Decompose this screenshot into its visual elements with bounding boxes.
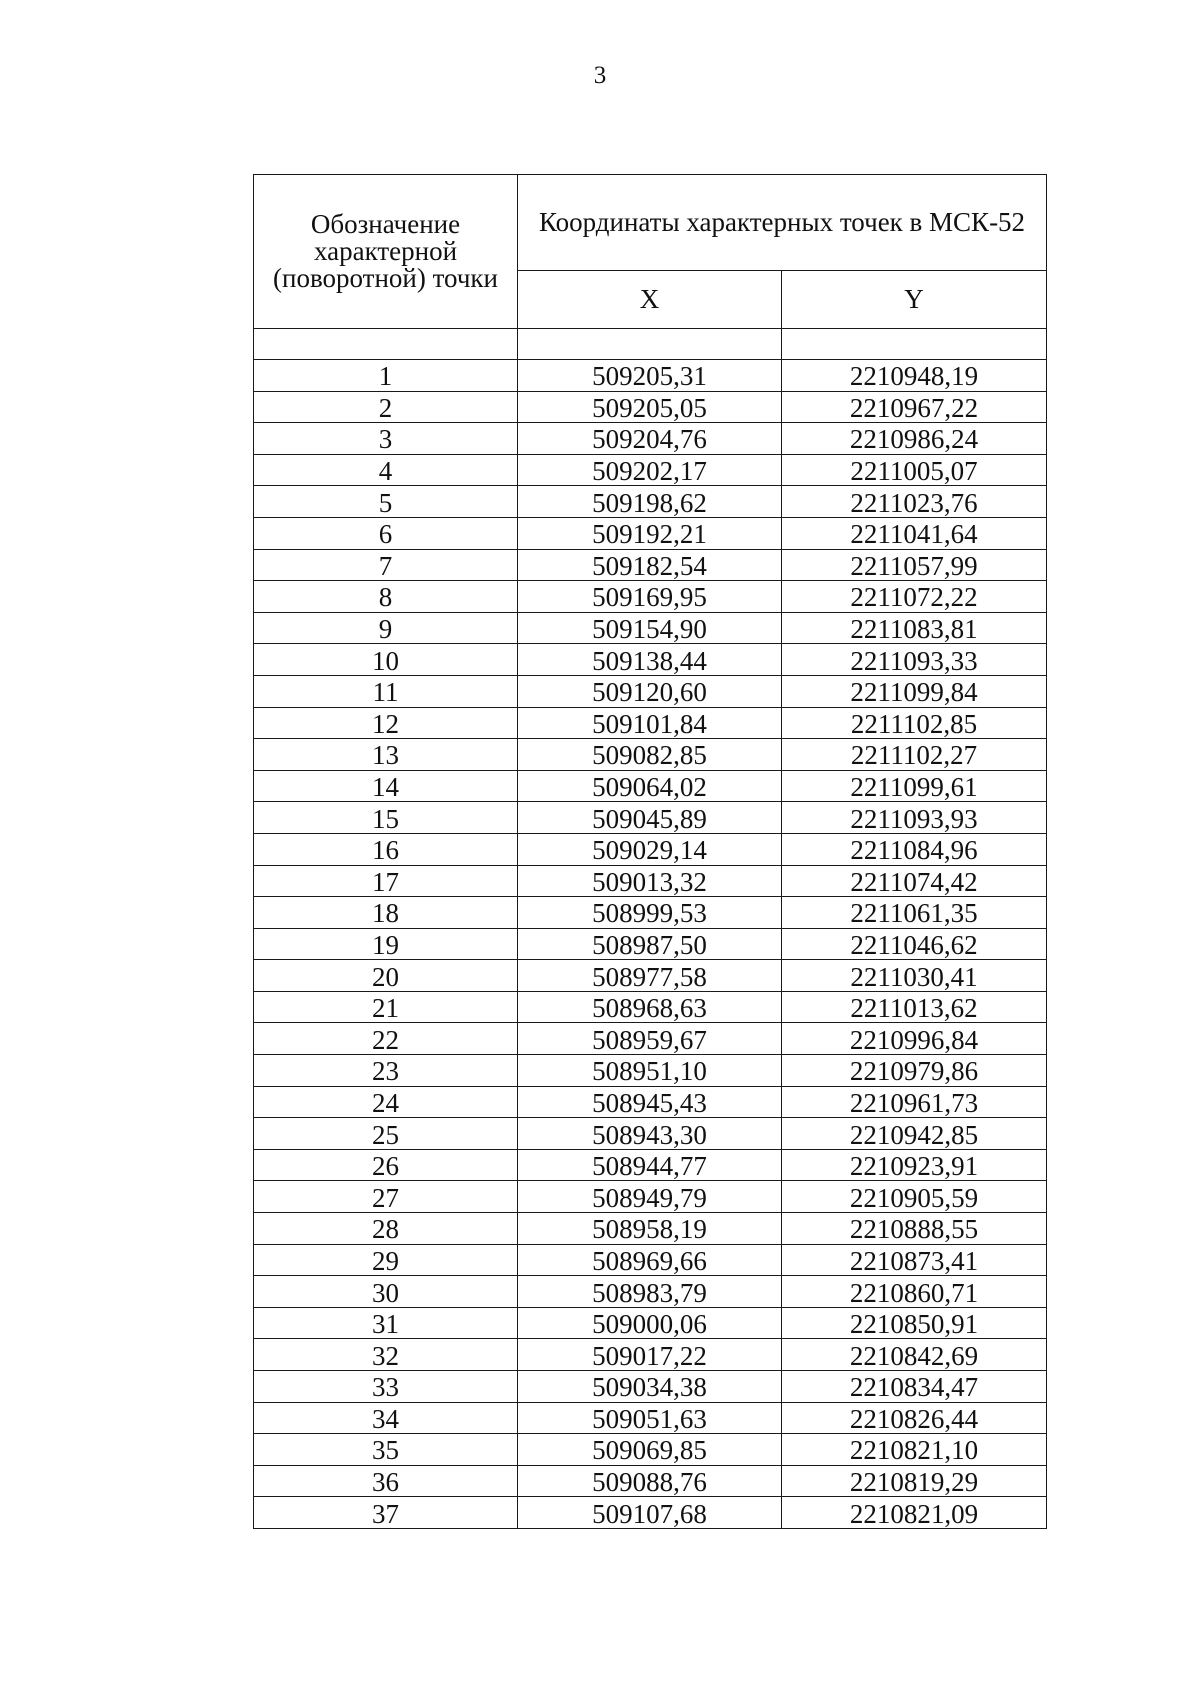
point-number-cell: 21: [254, 991, 518, 1023]
point-number-cell: 9: [254, 612, 518, 644]
y-coordinate-cell: 2211093,33: [782, 644, 1047, 676]
x-coordinate-cell: 509192,21: [518, 517, 782, 549]
point-number-cell: 35: [254, 1434, 518, 1466]
x-coordinate-cell: 509154,90: [518, 612, 782, 644]
point-number-cell: 8: [254, 581, 518, 613]
spacer-cell: [518, 329, 782, 360]
coordinates-table: [253, 174, 1047, 1529]
point-number-cell: 11: [254, 675, 518, 707]
table-row: [254, 1402, 1047, 1434]
point-number-cell: 16: [254, 833, 518, 865]
table-row: [254, 865, 1047, 897]
x-coordinate-cell: 508999,53: [518, 897, 782, 929]
y-column-header: Y: [782, 271, 1047, 329]
x-coordinate-cell: 509202,17: [518, 454, 782, 486]
x-coordinate-cell: 509107,68: [518, 1497, 782, 1529]
point-number-cell: 20: [254, 960, 518, 992]
x-coordinate-cell: 508958,19: [518, 1213, 782, 1245]
point-number-cell: 19: [254, 928, 518, 960]
x-coordinate-cell: 509120,60: [518, 675, 782, 707]
y-coordinate-cell: 2211074,42: [782, 865, 1047, 897]
point-number-cell: 18: [254, 897, 518, 929]
y-coordinate-cell: 2211061,35: [782, 897, 1047, 929]
table-row: [254, 897, 1047, 929]
table-row: [254, 675, 1047, 707]
y-coordinate-cell: 2210888,55: [782, 1213, 1047, 1245]
point-number-cell: 1: [254, 360, 518, 392]
table-row: [254, 1434, 1047, 1466]
x-coordinate-cell: 509000,06: [518, 1307, 782, 1339]
table-row: [254, 549, 1047, 581]
y-coordinate-cell: 2210967,22: [782, 391, 1047, 423]
y-coordinate-cell: 2211099,61: [782, 770, 1047, 802]
y-coordinate-cell: 2211102,27: [782, 739, 1047, 771]
point-designation-header: Обозначение характерной (поворотной) точки: [254, 175, 518, 329]
spacer-cell: [254, 329, 518, 360]
point-number-cell: 27: [254, 1181, 518, 1213]
x-coordinate-cell: 509088,76: [518, 1465, 782, 1497]
table-row: [254, 1023, 1047, 1055]
x-coordinate-cell: 508949,79: [518, 1181, 782, 1213]
table-row: [254, 707, 1047, 739]
y-coordinate-cell: 2210996,84: [782, 1023, 1047, 1055]
page-number: 3: [593, 62, 607, 89]
point-number-cell: 29: [254, 1244, 518, 1276]
point-number-cell: 14: [254, 770, 518, 802]
x-coordinate-cell: 508959,67: [518, 1023, 782, 1055]
x-coordinate-cell: 508951,10: [518, 1055, 782, 1087]
point-number-cell: 34: [254, 1402, 518, 1434]
point-number-cell: 23: [254, 1055, 518, 1087]
point-number-cell: 31: [254, 1307, 518, 1339]
table-row: [254, 928, 1047, 960]
table-row: [254, 423, 1047, 455]
y-coordinate-cell: 2210979,86: [782, 1055, 1047, 1087]
x-coordinate-cell: 509169,95: [518, 581, 782, 613]
x-coordinate-cell: 509204,76: [518, 423, 782, 455]
x-coordinate-cell: 509013,32: [518, 865, 782, 897]
y-coordinate-cell: 2211030,41: [782, 960, 1047, 992]
x-coordinate-cell: 508944,77: [518, 1149, 782, 1181]
table-row: [254, 1276, 1047, 1308]
point-number-cell: 5: [254, 486, 518, 518]
table-row: [254, 1055, 1047, 1087]
table-row: [254, 1149, 1047, 1181]
x-coordinate-cell: 509034,38: [518, 1371, 782, 1403]
spacer-cell: [782, 329, 1047, 360]
y-coordinate-cell: 2210942,85: [782, 1118, 1047, 1150]
y-coordinate-cell: 2210850,91: [782, 1307, 1047, 1339]
x-coordinate-cell: 508977,58: [518, 960, 782, 992]
table-row: [254, 1213, 1047, 1245]
point-number-cell: 12: [254, 707, 518, 739]
point-number-cell: 2: [254, 391, 518, 423]
y-coordinate-cell: 2210821,09: [782, 1497, 1047, 1529]
y-coordinate-cell: 2211057,99: [782, 549, 1047, 581]
table-row: [254, 1118, 1047, 1150]
y-coordinate-cell: 2210873,41: [782, 1244, 1047, 1276]
table-row: [254, 391, 1047, 423]
x-coordinate-cell: 509082,85: [518, 739, 782, 771]
x-coordinate-cell: 509138,44: [518, 644, 782, 676]
point-number-cell: 17: [254, 865, 518, 897]
table-row: [254, 360, 1047, 392]
y-coordinate-cell: 2210923,91: [782, 1149, 1047, 1181]
x-coordinate-cell: 508945,43: [518, 1086, 782, 1118]
point-number-cell: 10: [254, 644, 518, 676]
x-coordinate-cell: 509198,62: [518, 486, 782, 518]
y-coordinate-cell: 2211099,84: [782, 675, 1047, 707]
x-coordinate-cell: 509045,89: [518, 802, 782, 834]
y-coordinate-cell: 2210821,10: [782, 1434, 1047, 1466]
table-row: [254, 991, 1047, 1023]
x-coordinate-cell: 509205,05: [518, 391, 782, 423]
x-coordinate-cell: 509101,84: [518, 707, 782, 739]
point-number-cell: 30: [254, 1276, 518, 1308]
table-row: [254, 1086, 1047, 1118]
y-coordinate-cell: 2210961,73: [782, 1086, 1047, 1118]
x-coordinate-cell: 508969,66: [518, 1244, 782, 1276]
y-coordinate-cell: 2210905,59: [782, 1181, 1047, 1213]
y-coordinate-cell: 2210819,29: [782, 1465, 1047, 1497]
table-row: [254, 1307, 1047, 1339]
y-coordinate-cell: 2210986,24: [782, 423, 1047, 455]
point-number-cell: 22: [254, 1023, 518, 1055]
point-number-cell: 26: [254, 1149, 518, 1181]
table-row: [254, 1465, 1047, 1497]
point-number-cell: 6: [254, 517, 518, 549]
point-number-cell: 13: [254, 739, 518, 771]
x-coordinate-cell: 508943,30: [518, 1118, 782, 1150]
y-coordinate-cell: 2211041,64: [782, 517, 1047, 549]
table-row: [254, 517, 1047, 549]
x-coordinate-cell: 509029,14: [518, 833, 782, 865]
coordinates-group-header: Координаты характерных точек в МСК-52: [518, 175, 1047, 271]
table-row: [254, 1181, 1047, 1213]
y-coordinate-cell: 2210842,69: [782, 1339, 1047, 1371]
table-row: [254, 802, 1047, 834]
table-row: [254, 833, 1047, 865]
point-number-cell: 32: [254, 1339, 518, 1371]
x-coordinate-cell: 509051,63: [518, 1402, 782, 1434]
table-row: [254, 739, 1047, 771]
table-row: [254, 770, 1047, 802]
point-number-cell: 28: [254, 1213, 518, 1245]
y-coordinate-cell: 2211005,07: [782, 454, 1047, 486]
y-coordinate-cell: 2211013,62: [782, 991, 1047, 1023]
x-coordinate-cell: 509064,02: [518, 770, 782, 802]
x-column-header: X: [518, 271, 782, 329]
point-number-cell: 36: [254, 1465, 518, 1497]
y-coordinate-cell: 2211072,22: [782, 581, 1047, 613]
table-row: [254, 612, 1047, 644]
table-row: [254, 644, 1047, 676]
y-coordinate-cell: 2211023,76: [782, 486, 1047, 518]
y-coordinate-cell: 2210860,71: [782, 1276, 1047, 1308]
table-row: [254, 960, 1047, 992]
table-body: [254, 360, 1047, 1529]
x-coordinate-cell: 509182,54: [518, 549, 782, 581]
y-coordinate-cell: 2210948,19: [782, 360, 1047, 392]
x-coordinate-cell: 509017,22: [518, 1339, 782, 1371]
x-coordinate-cell: 508987,50: [518, 928, 782, 960]
x-coordinate-cell: 509205,31: [518, 360, 782, 392]
point-number-cell: 33: [254, 1371, 518, 1403]
y-coordinate-cell: 2211083,81: [782, 612, 1047, 644]
header-spacer-row: [254, 329, 1047, 360]
y-coordinate-cell: 2211102,85: [782, 707, 1047, 739]
point-number-cell: 4: [254, 454, 518, 486]
point-number-cell: 24: [254, 1086, 518, 1118]
point-number-cell: 7: [254, 549, 518, 581]
table-row: [254, 581, 1047, 613]
table-row: [254, 486, 1047, 518]
table-row: [254, 454, 1047, 486]
table-row: [254, 1371, 1047, 1403]
table-row: [254, 1497, 1047, 1529]
table-header: [254, 175, 1047, 360]
table-row: [254, 1339, 1047, 1371]
x-coordinate-cell: 508983,79: [518, 1276, 782, 1308]
point-number-cell: 25: [254, 1118, 518, 1150]
point-number-cell: 3: [254, 423, 518, 455]
y-coordinate-cell: 2210834,47: [782, 1371, 1047, 1403]
point-number-cell: 15: [254, 802, 518, 834]
x-coordinate-cell: 509069,85: [518, 1434, 782, 1466]
y-coordinate-cell: 2211084,96: [782, 833, 1047, 865]
table-row: [254, 1244, 1047, 1276]
x-coordinate-cell: 508968,63: [518, 991, 782, 1023]
point-number-cell: 37: [254, 1497, 518, 1529]
y-coordinate-cell: 2211093,93: [782, 802, 1047, 834]
y-coordinate-cell: 2211046,62: [782, 928, 1047, 960]
y-coordinate-cell: 2210826,44: [782, 1402, 1047, 1434]
